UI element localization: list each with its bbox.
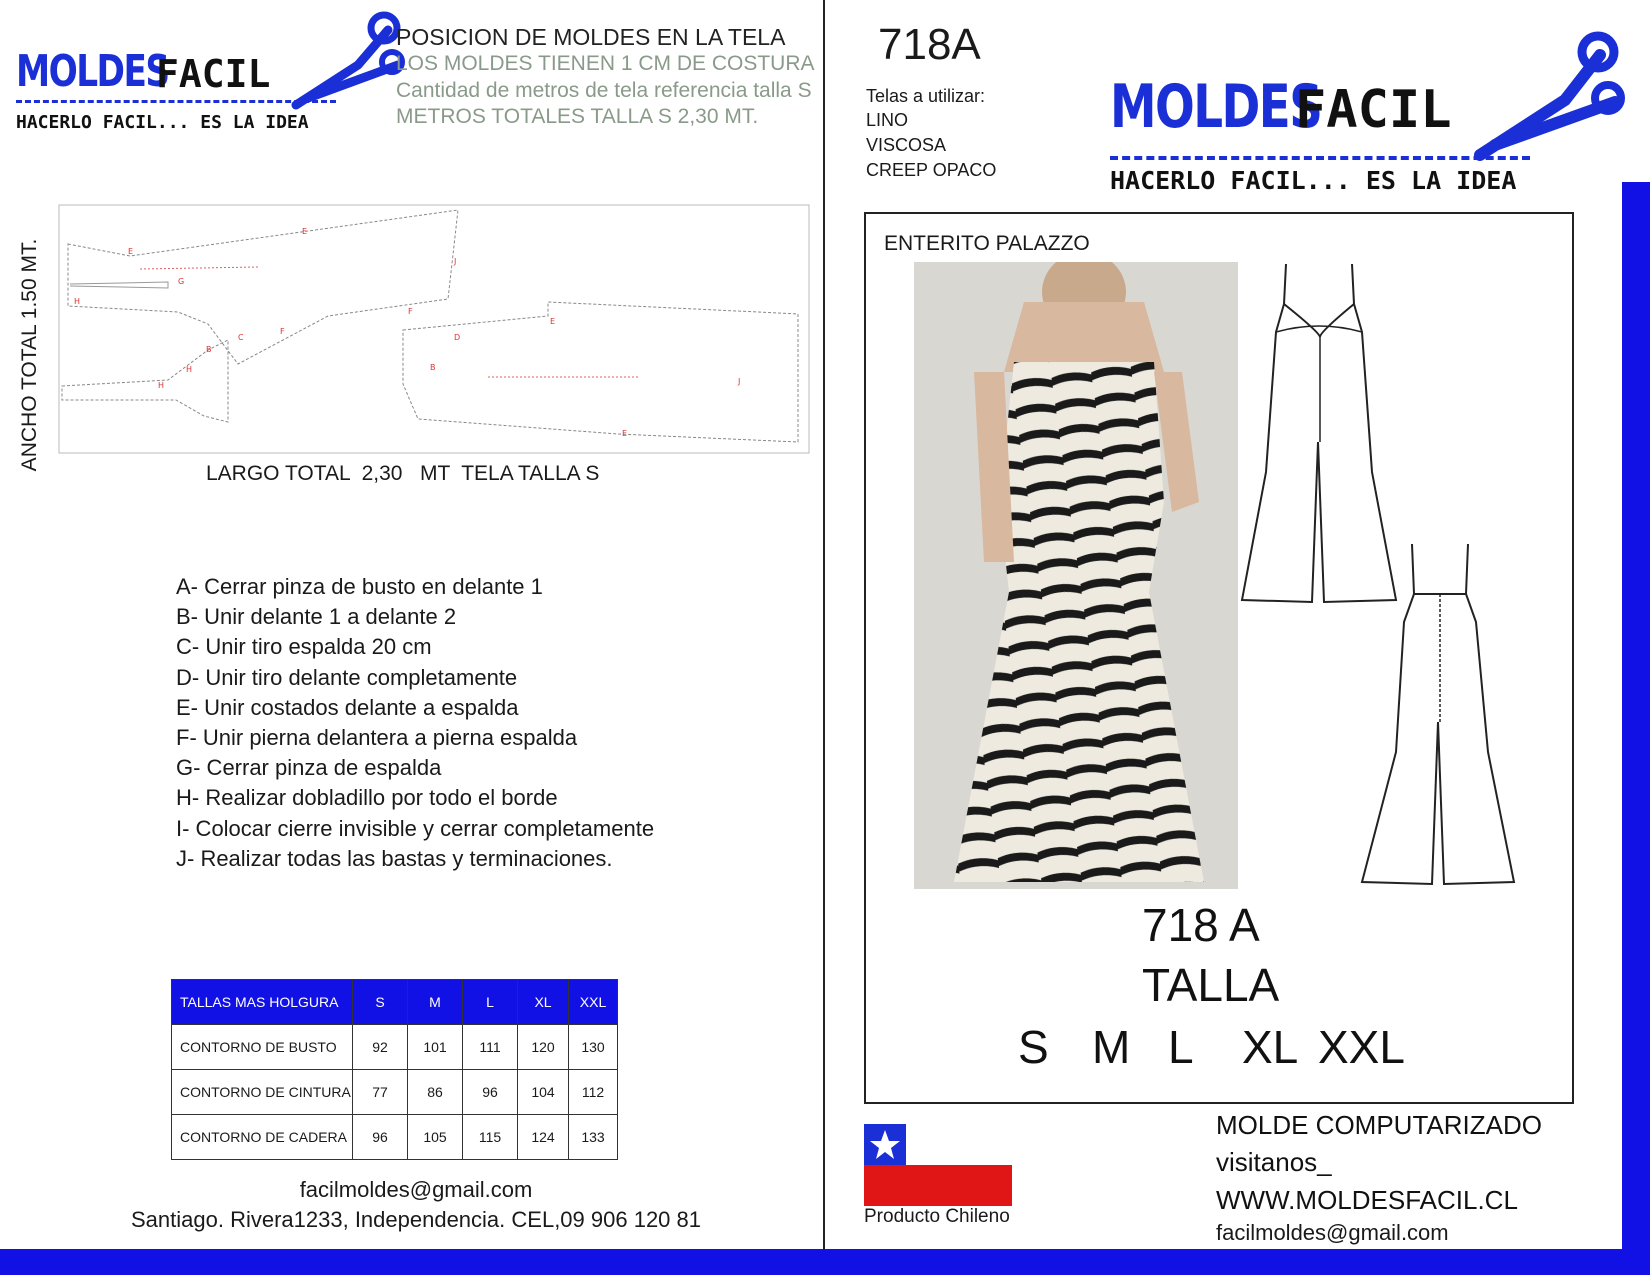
product-name: ENTERITO PALAZZO: [884, 232, 1090, 255]
table-cell: 92: [353, 1025, 408, 1070]
chile-flag-icon: [864, 1124, 1012, 1206]
table-row: [172, 1070, 618, 1115]
svg-text:H: H: [74, 297, 81, 306]
logo-dash-line: [1110, 156, 1530, 160]
email-link[interactable]: facilmoldes@gmail.com: [1216, 1220, 1449, 1245]
logo-left: [16, 40, 406, 140]
table-header-cell: S: [353, 980, 408, 1025]
step-a: A- Cerrar pinza de busto en delante 1: [176, 574, 543, 599]
size-option: L: [1168, 1021, 1194, 1073]
website-link[interactable]: WWW.MOLDESFACIL.CL: [1216, 1185, 1518, 1215]
table-header-cell: XL: [518, 980, 569, 1025]
table-cell: 96: [463, 1070, 518, 1115]
right-blue-bar: [1622, 182, 1650, 1275]
ancho-total-label: ANCHO TOTAL 1.50 MT.: [18, 238, 41, 472]
logo-moldes-text: MOLDES: [1110, 72, 1322, 142]
table-cell: 130: [569, 1025, 618, 1070]
logo-facil-text: FACIL: [156, 52, 271, 96]
step-j: J- Realizar todas las bastas y terminaciones.: [176, 845, 613, 871]
table-cell: CONTORNO DE CINTURA: [172, 1070, 353, 1115]
table-header-cell: TALLAS MAS HOLGURA: [172, 980, 353, 1025]
table-cell: 86: [408, 1070, 463, 1115]
step-d: D- Unir tiro delante completamente: [176, 664, 518, 690]
table-cell: 104: [518, 1070, 569, 1115]
svg-text:H: H: [186, 365, 193, 374]
info-line-2: visitanos_: [1216, 1147, 1332, 1177]
table-row: [172, 1115, 618, 1160]
logo-right: [1110, 30, 1630, 200]
sizes-list: [1018, 1020, 1418, 1080]
step-e: E- Unir costados delante a espalda: [176, 694, 519, 720]
logo-moldes-text: MOLDES: [16, 46, 169, 97]
table-header-row: [172, 980, 618, 1025]
seam-note: LOS MOLDES TIENEN 1 CM DE COSTURA: [396, 52, 815, 75]
contact-address: Santiago. Rivera1233, Independencia. CEL,09 906 120 81: [131, 1207, 701, 1232]
table-cell: 120: [518, 1025, 569, 1070]
table-cell: 101: [408, 1025, 463, 1070]
pattern-code: 718A: [878, 20, 981, 69]
total-meters-note: METROS TOTALES TALLA S 2,30 MT.: [396, 105, 759, 128]
table-cell: 77: [353, 1070, 408, 1115]
fabric-item: LINO: [866, 110, 909, 130]
table-row: [172, 1025, 618, 1070]
table-cell: 124: [518, 1115, 569, 1160]
size-option: XL: [1242, 1021, 1299, 1073]
largo-total-label: LARGO TOTAL 2,30 MT TELA TALLA S: [206, 462, 600, 485]
code-big: 718 A: [1142, 899, 1260, 951]
model-photo: [914, 262, 1238, 889]
table-cell: 115: [463, 1115, 518, 1160]
step-b: B- Unir delante 1 a delante 2: [176, 604, 457, 630]
svg-text:F: F: [408, 307, 413, 316]
placement-title: POSICION DE MOLDES EN LA TELA: [396, 24, 786, 50]
svg-text:F: F: [280, 327, 285, 336]
step-c: C- Unir tiro espalda 20 cm: [176, 634, 432, 660]
size-option: M: [1092, 1021, 1131, 1073]
pattern-layout-diagram: [58, 204, 810, 454]
table-header-cell: M: [408, 980, 463, 1025]
size-option: XXL: [1318, 1021, 1405, 1073]
table-cell: 111: [463, 1025, 518, 1070]
table-cell: CONTORNO DE BUSTO: [172, 1025, 353, 1070]
bottom-blue-bar: [0, 1249, 1650, 1275]
svg-text:H: H: [158, 381, 165, 390]
logo-facil-text: FACIL: [1295, 80, 1452, 140]
svg-text:E: E: [550, 317, 556, 326]
svg-text:B: B: [430, 363, 436, 372]
svg-text:J: J: [454, 257, 457, 266]
svg-text:E: E: [622, 429, 628, 438]
fabric-item: CREEP OPACO: [866, 160, 997, 180]
size-table: [171, 979, 618, 1160]
fabric-item: VISCOSA: [866, 135, 947, 155]
table-cell: 105: [408, 1115, 463, 1160]
logo-tagline: HACERLO FACIL... ES LA IDEA: [16, 112, 309, 133]
scissors-icon: [288, 10, 408, 120]
back-flat-sketch: [1358, 542, 1518, 887]
svg-text:D: D: [454, 333, 461, 342]
step-f: F- Unir pierna delantera a pierna espalda: [176, 725, 578, 751]
flag-label: Producto Chileno: [864, 1206, 1010, 1227]
svg-text:E: E: [302, 227, 308, 236]
table-cell: 133: [569, 1115, 618, 1160]
assembly-steps: [176, 572, 654, 874]
table-cell: 112: [569, 1070, 618, 1115]
svg-text:C: C: [238, 333, 244, 342]
svg-text:G: G: [178, 277, 185, 286]
scissors-icon: [1470, 30, 1630, 170]
step-g: G- Cerrar pinza de espalda: [176, 755, 442, 781]
step-h: H- Realizar dobladillo por todo el borde: [176, 785, 558, 811]
svg-text:J: J: [738, 377, 741, 386]
fabric-reference-note: Cantidad de metros de tela referencia talla S: [396, 79, 812, 102]
page-divider: [823, 0, 825, 1250]
logo-tagline: HACERLO FACIL... ES LA IDEA: [1110, 166, 1517, 195]
size-option: S: [1018, 1021, 1049, 1073]
step-i: I- Colocar cierre invisible y cerrar completamente: [176, 815, 655, 841]
info-line-1: MOLDE COMPUTARIZADO: [1216, 1110, 1542, 1140]
table-cell: 96: [353, 1115, 408, 1160]
contact-email[interactable]: facilmoldes@gmail.com: [299, 1177, 533, 1202]
table-header-cell: XXL: [569, 980, 618, 1025]
table-cell: CONTORNO DE CADERA: [172, 1115, 353, 1160]
svg-text:E: E: [128, 247, 134, 256]
fabrics-label: Telas a utilizar:: [866, 86, 986, 106]
talla-label: TALLA: [1142, 959, 1280, 1011]
table-header-cell: L: [463, 980, 518, 1025]
svg-text:B: B: [206, 345, 212, 354]
